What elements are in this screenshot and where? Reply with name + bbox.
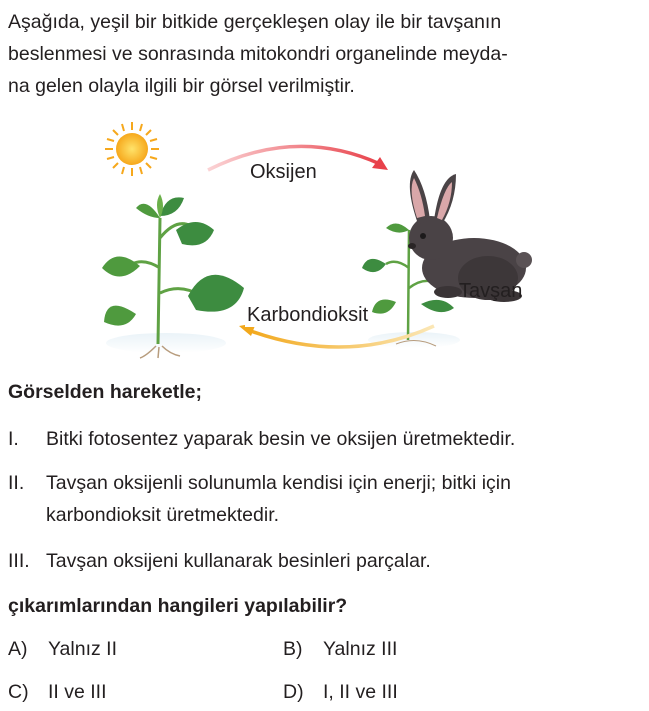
option-letter: A) — [8, 638, 28, 660]
option-text: I, II ve III — [323, 681, 398, 703]
option-a[interactable] — [8, 638, 117, 661]
oxygen-label: Oksijen — [250, 161, 317, 183]
intro-line: Aşağıda, yeşil bir bitkide gerçekleşen olay ile bir tavşanın — [8, 11, 502, 33]
photosynthesis-respiration-figure — [96, 118, 556, 363]
option-letter: B) — [283, 638, 303, 660]
statement-1 — [8, 423, 515, 455]
option-text: Yalnız III — [323, 638, 398, 660]
option-c[interactable] — [8, 681, 107, 704]
oxygen-arrowhead — [372, 157, 388, 170]
statement-text: Tavşan oksijeni kullanarak besinleri parçalar. — [46, 550, 431, 572]
statement-2 — [8, 467, 511, 531]
option-d[interactable] — [283, 681, 398, 704]
statement-3 — [8, 545, 431, 577]
rabbit-label: Tavşan — [459, 280, 523, 302]
option-letter: D) — [283, 681, 304, 703]
statement-number: I. — [8, 428, 19, 450]
intro-paragraph — [8, 6, 644, 102]
statement-text: Bitki fotosentez yaparak besin ve oksijen üretmektedir. — [46, 428, 516, 450]
co2-label: Karbondioksit — [247, 304, 369, 326]
option-letter: C) — [8, 681, 29, 703]
question-text: çıkarımlarından hangileri yapılabilir? — [8, 595, 348, 617]
statement-number: III. — [8, 550, 30, 572]
sun-icon — [105, 122, 159, 176]
statement-text: Tavşan oksijenli solunumla kendisi için enerji; bitki için — [46, 472, 511, 494]
option-b[interactable] — [283, 638, 397, 661]
statement-text-continued: karbondioksit üretmektedir. — [46, 504, 280, 526]
intro-line: na gelen olayla ilgili bir görsel verilmiştir. — [8, 75, 355, 97]
section-heading: Görselden hareketle; — [8, 381, 202, 403]
statement-number: II. — [8, 472, 25, 494]
plant-large — [102, 194, 244, 358]
option-text: II ve III — [48, 681, 107, 703]
intro-line: beslenmesi ve sonrasında mitokondri organelinde meyda- — [8, 43, 508, 65]
option-text: Yalnız II — [48, 638, 118, 660]
